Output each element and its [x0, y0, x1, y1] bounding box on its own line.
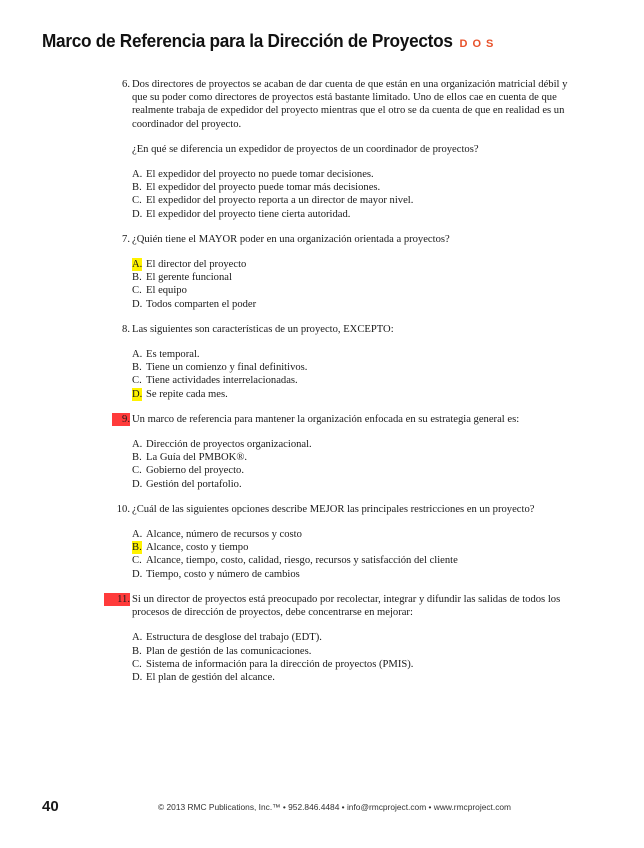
answer-options: [132, 168, 580, 221]
option-b: B. Alcance, costo y tiempo: [132, 542, 249, 554]
question-9: [112, 413, 580, 491]
option-d: D. Gestión del portafolio.: [132, 478, 242, 490]
page-header: [42, 30, 622, 54]
highlighted-answer-letter: A.: [132, 259, 143, 271]
question-number: 10.: [116, 503, 130, 515]
question-text: Las siguientes son características de un proyecto, EXCEPTO:: [132, 323, 394, 335]
option-d: D. El expedidor del proyecto tiene cierta autoridad.: [132, 208, 351, 220]
option-a: A. Estructura de desglose del trabajo (EDT).: [132, 632, 322, 644]
option-b: B. Tiene un comienzo y final definitivos.: [132, 362, 308, 374]
question-stem: ¿En qué se diferencia un expedidor de proyectos de un coordinador de proyectos?: [132, 143, 479, 155]
option-c: C. Alcance, tiempo, costo, calidad, riesgo, recursos y satisfacción del cliente: [132, 555, 458, 567]
question-7: [112, 233, 580, 311]
question-11: [112, 593, 580, 684]
chapter-label: DOS: [459, 38, 499, 50]
option-b: B. El expedidor del proyecto puede tomar más decisiones.: [132, 182, 381, 194]
option-a: A. El expedidor del proyecto no puede tomar decisiones.: [132, 169, 374, 181]
copyright-line: © 2013 RMC Publications, Inc.™ • 952.846.4484 • info@rmcproject.com • www.rmcproject.com: [158, 802, 512, 812]
option-b: B. El gerente funcional: [132, 272, 232, 284]
question-text: Dos directores de proyectos se acaban de dar cuenta de que están en una organización matricial débil y que su poder como directores de proyectos está bastante limitado. Uno de ellos cae en cuenta de que realmente trabaja de expedidor del proyecto mientras que el otro se da cuenta de que en realidad es un coordinador del proyecto.: [132, 79, 568, 130]
question-text: ¿Quién tiene el MAYOR poder en una organización orientada a proyectos?: [132, 233, 450, 245]
question-6: [112, 78, 580, 221]
option-c: C. Gobierno del proyecto.: [132, 465, 244, 477]
option-a: A. Es temporal.: [132, 349, 200, 361]
question-8: [112, 323, 580, 401]
option-a: A. Dirección de proyectos organizacional.: [132, 439, 312, 451]
question-10: [112, 503, 580, 581]
option-c: C. Tiene actividades interrelacionadas.: [132, 375, 298, 387]
answer-options: [132, 258, 580, 311]
answer-options: [132, 528, 580, 581]
question-number: 9.: [112, 413, 130, 426]
option-d: D. Tiempo, costo y número de cambios: [132, 568, 300, 580]
answer-options: [132, 348, 580, 401]
answer-options: [132, 631, 580, 684]
option-c: C. El equipo: [132, 285, 187, 297]
highlighted-answer-letter: B.: [132, 542, 142, 554]
question-text: Si un director de proyectos está preocupado por recolectar, integrar y difundir las salidas de todos los procesos de dirección de proyectos, debe concentrarse en mejorar:: [132, 593, 561, 619]
option-a: A. El director del proyecto: [132, 259, 247, 271]
question-list: [112, 78, 580, 696]
page-footer: [42, 798, 602, 818]
option-c: C. El expedidor del proyecto reporta a un director de mayor nivel.: [132, 195, 414, 207]
option-d: D. El plan de gestión del alcance.: [132, 671, 275, 683]
option-b: B. La Guía del PMBOK®.: [132, 452, 248, 464]
question-number: 11.: [104, 593, 130, 606]
question-number: 6.: [122, 79, 130, 90]
highlighted-answer-letter: D.: [132, 388, 143, 400]
question-number: 7.: [122, 233, 130, 245]
option-d: D. Se repite cada mes.: [132, 388, 228, 400]
option-c: C. Sistema de información para la dirección de proyectos (PMIS).: [132, 658, 414, 670]
question-number: 8.: [122, 323, 130, 335]
answer-options: [132, 438, 580, 491]
option-a: A. Alcance, número de recursos y costo: [132, 529, 302, 541]
question-text: ¿Cuál de las siguientes opciones describe MEJOR las principales restricciones en un proyecto?: [132, 503, 535, 515]
option-d: D. Todos comparten el poder: [132, 298, 257, 310]
page-number: 40: [42, 798, 59, 815]
option-b: B. Plan de gestión de las comunicaciones.: [132, 645, 312, 657]
question-text: Un marco de referencia para mantener la organización enfocada en su estrategia general es:: [132, 413, 520, 425]
header-title: Marco de Referencia para la Dirección de Proyectos: [42, 30, 453, 51]
